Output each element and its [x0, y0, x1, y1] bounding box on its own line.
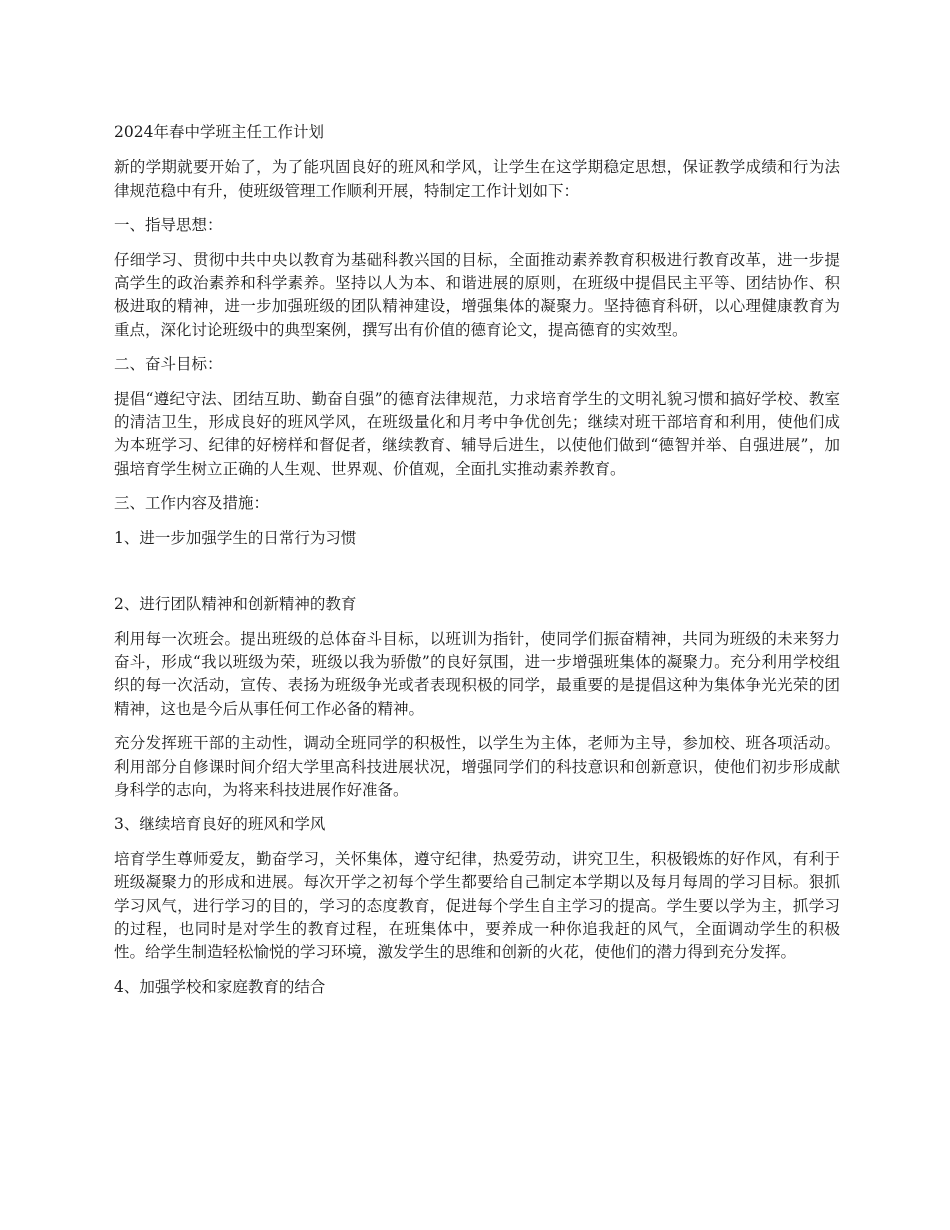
- document-title: 2024年春中学班主任工作计划: [114, 123, 324, 141]
- section-heading-goals: 二、奋斗目标：: [114, 355, 223, 374]
- item-heading-class-style: 3、继续培育良好的班风和学风: [114, 815, 326, 834]
- item-body-team-spirit-2: 充分发挥班干部的主动性，调动全班同学的积极性，以学生为主体，老师为主导，参加校、班各项活动。利用部分自修课时间介绍大学里高科技进展状况，增强同学们的科技意识和创新意识，使他们初步形成献身科学的志向，为将来科技进展作好准备。: [114, 734, 840, 799]
- section-body-goals: 提倡“遵纪守法、团结互助、勤奋自强”的德育法律规范，力求培育学生的文明礼貌习惯和搞好学校、教室的清洁卫生，形成良好的班风学风，在班级量化和月考中争优创先；继续对班干部培育和利用，使他们成为本班学习、纪律的好榜样和督促者，继续教育、辅导后进生，以使他们做到“德智并举、自强进展”，加强培育学生树立正确的人生观、世界观、价值观，全面扎实推动素养教育。: [114, 389, 840, 478]
- item-heading-team-spirit: 2、进行团队精神和创新精神的教育: [114, 595, 357, 614]
- section-body-guiding-ideology: 仔细学习、贯彻中共中央以教育为基础科教兴国的目标，全面推动素养教育积极进行教育改革，进一步提高学生的政治素养和科学素养。坚持以人为本、和谐进展的原则，在班级中提倡民主平等、团结协作、积极进取的精神，进一步加强班级的团队精神建设，增强集体的凝聚力。坚持德育科研，以心理健康教育为重点，深化讨论班级中的典型案例，撰写出有价值的德育论文，提高德育的实效型。: [114, 250, 840, 339]
- document-page: [114, 121, 840, 1010]
- item-heading-home-school: 4、加强学校和家庭教育的结合: [114, 977, 326, 996]
- item-body-team-spirit-1: 利用每一次班会。提出班级的总体奋斗目标，以班训为指针，使同学们振奋精神，共同为班级的未来努力奋斗，形成“我以班级为荣，班级以我为骄傲”的良好氛围，进一步增强班集体的凝聚力。充分利用学校组织的每一次活动，宣传、表扬为班级争光或者表现积极的同学，最重要的是提倡这种为集体争光光荣的团精神，这也是今后从事任何工作必备的精神。: [114, 629, 840, 718]
- item-heading-daily-habits: 1、进一步加强学生的日常行为习惯: [114, 528, 357, 547]
- intro-paragraph: 新的学期就要开始了，为了能巩固良好的班风和学风，让学生在这学期稳定思想，保证教学成绩和行为法律规范稳中有升，使班级管理工作顺利开展，特制定工作计划如下：: [114, 158, 840, 200]
- item-body-class-style: 培育学生尊师爱友，勤奋学习，关怀集体，遵守纪律，热爱劳动，讲究卫生，积极锻炼的好作风，有利于班级凝聚力的形成和进展。每次开学之初每个学生都要给自己制定本学期以及每月每周的学习目标。狠抓学习风气，进行学习的目的，学习的态度教育，促进每个学生自主学习的提高。学生要以学为主，抓学习的过程，也同时是对学生的教育过程，在班集体中，要养成一种你追我赶的风气，全面调动学生的积极性。给学生制造轻松愉悦的学习环境，激发学生的思维和创新的火花，使他们的潜力得到充分发挥。: [114, 849, 840, 962]
- section-heading-guiding-ideology: 一、指导思想：: [114, 216, 223, 235]
- blank-spacer: [114, 561, 840, 593]
- section-heading-work-content: 三、工作内容及措施：: [114, 494, 270, 513]
